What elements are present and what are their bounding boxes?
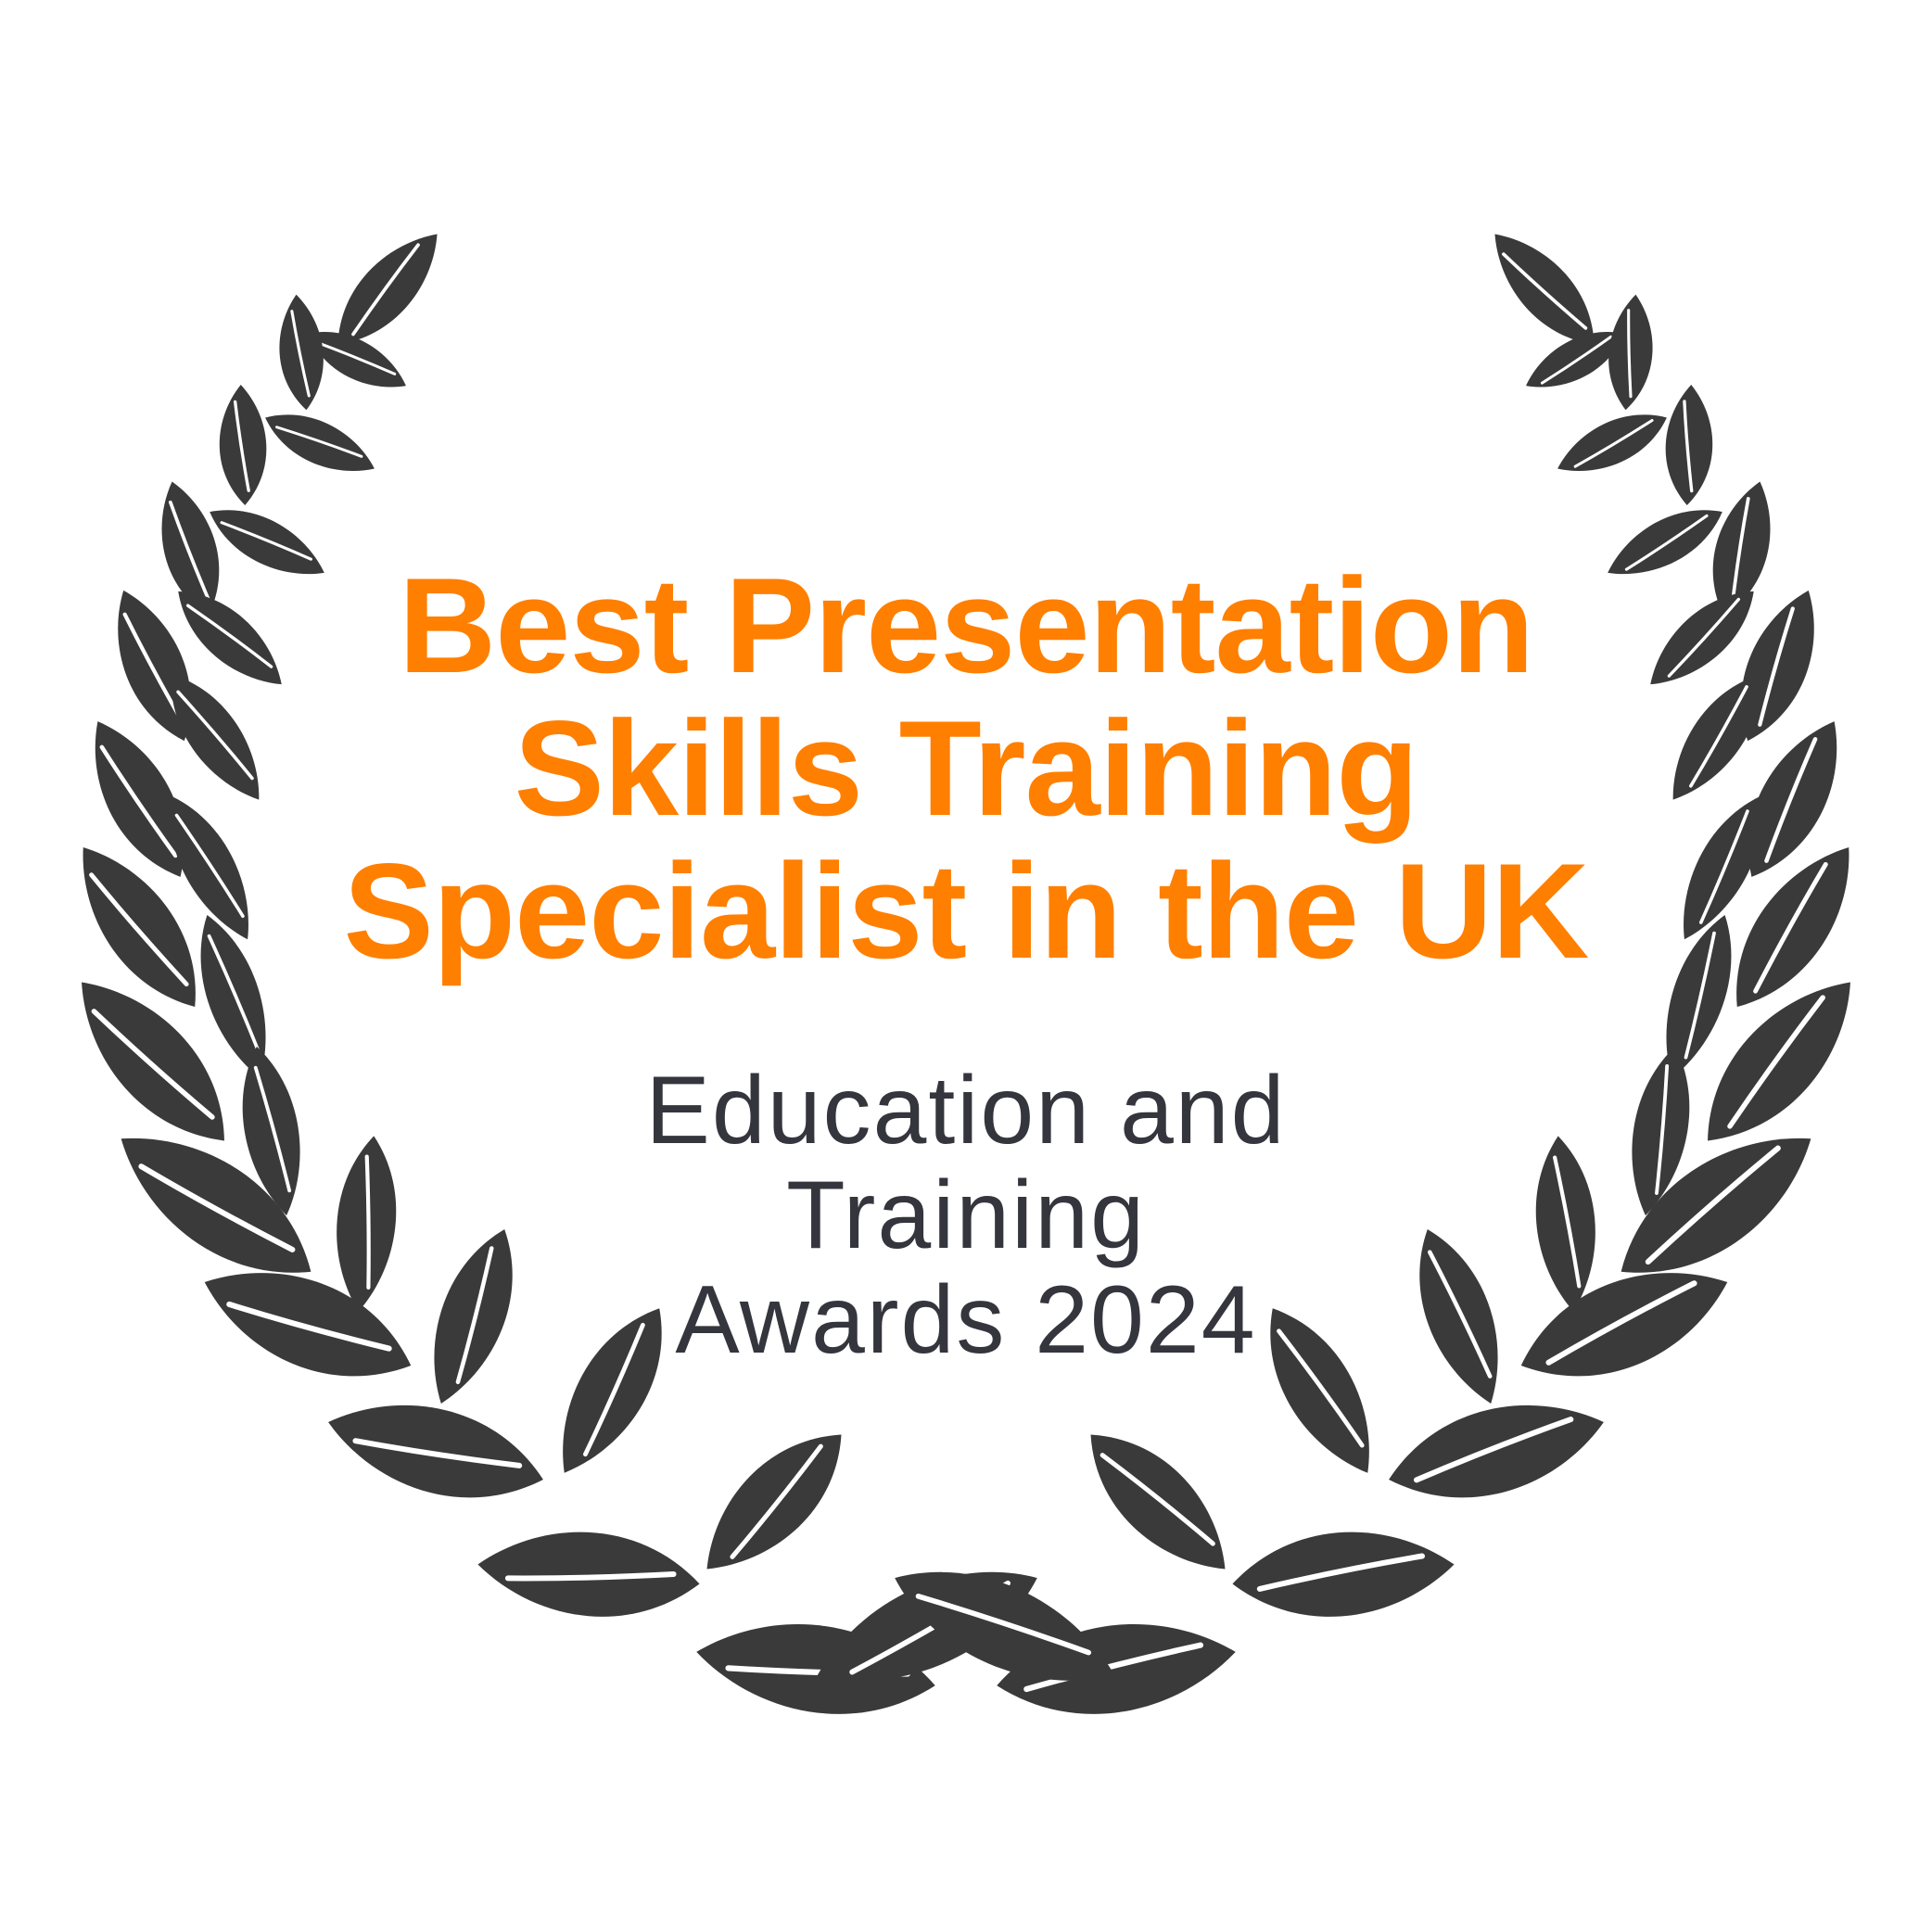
laurel-leaf-left-4 [257,399,384,488]
laurel-leaf-left-23 [475,1523,704,1626]
award-org-line-3: Awards 2024 [675,1266,1257,1374]
laurel-leaf-left-5 [218,384,269,506]
award-title-line-2: Skills Training [514,693,1418,844]
award-title-line-3: Specialist in the UK [343,835,1589,986]
laurel-leaf-right-3 [1604,293,1658,413]
laurel-leaf-right-24 [1066,1410,1251,1595]
laurel-leaf-right-21 [1378,1381,1614,1519]
award-title-line-1: Best Presentation [398,550,1534,701]
award-title [0,550,1932,986]
laurel-leaf-left-24 [682,1410,867,1595]
laurel-leaf-right-5 [1664,384,1715,506]
award-org-line-2: Training [786,1162,1146,1269]
laurel-leaf-left-21 [317,1381,553,1519]
laurel-leaf-right-4 [1549,399,1676,488]
laurel-leaf-left-3 [274,293,328,413]
laurel-leaf-right-23 [1229,1523,1458,1626]
award-organization [0,1059,1932,1373]
award-org-line-1: Education and [645,1057,1287,1164]
